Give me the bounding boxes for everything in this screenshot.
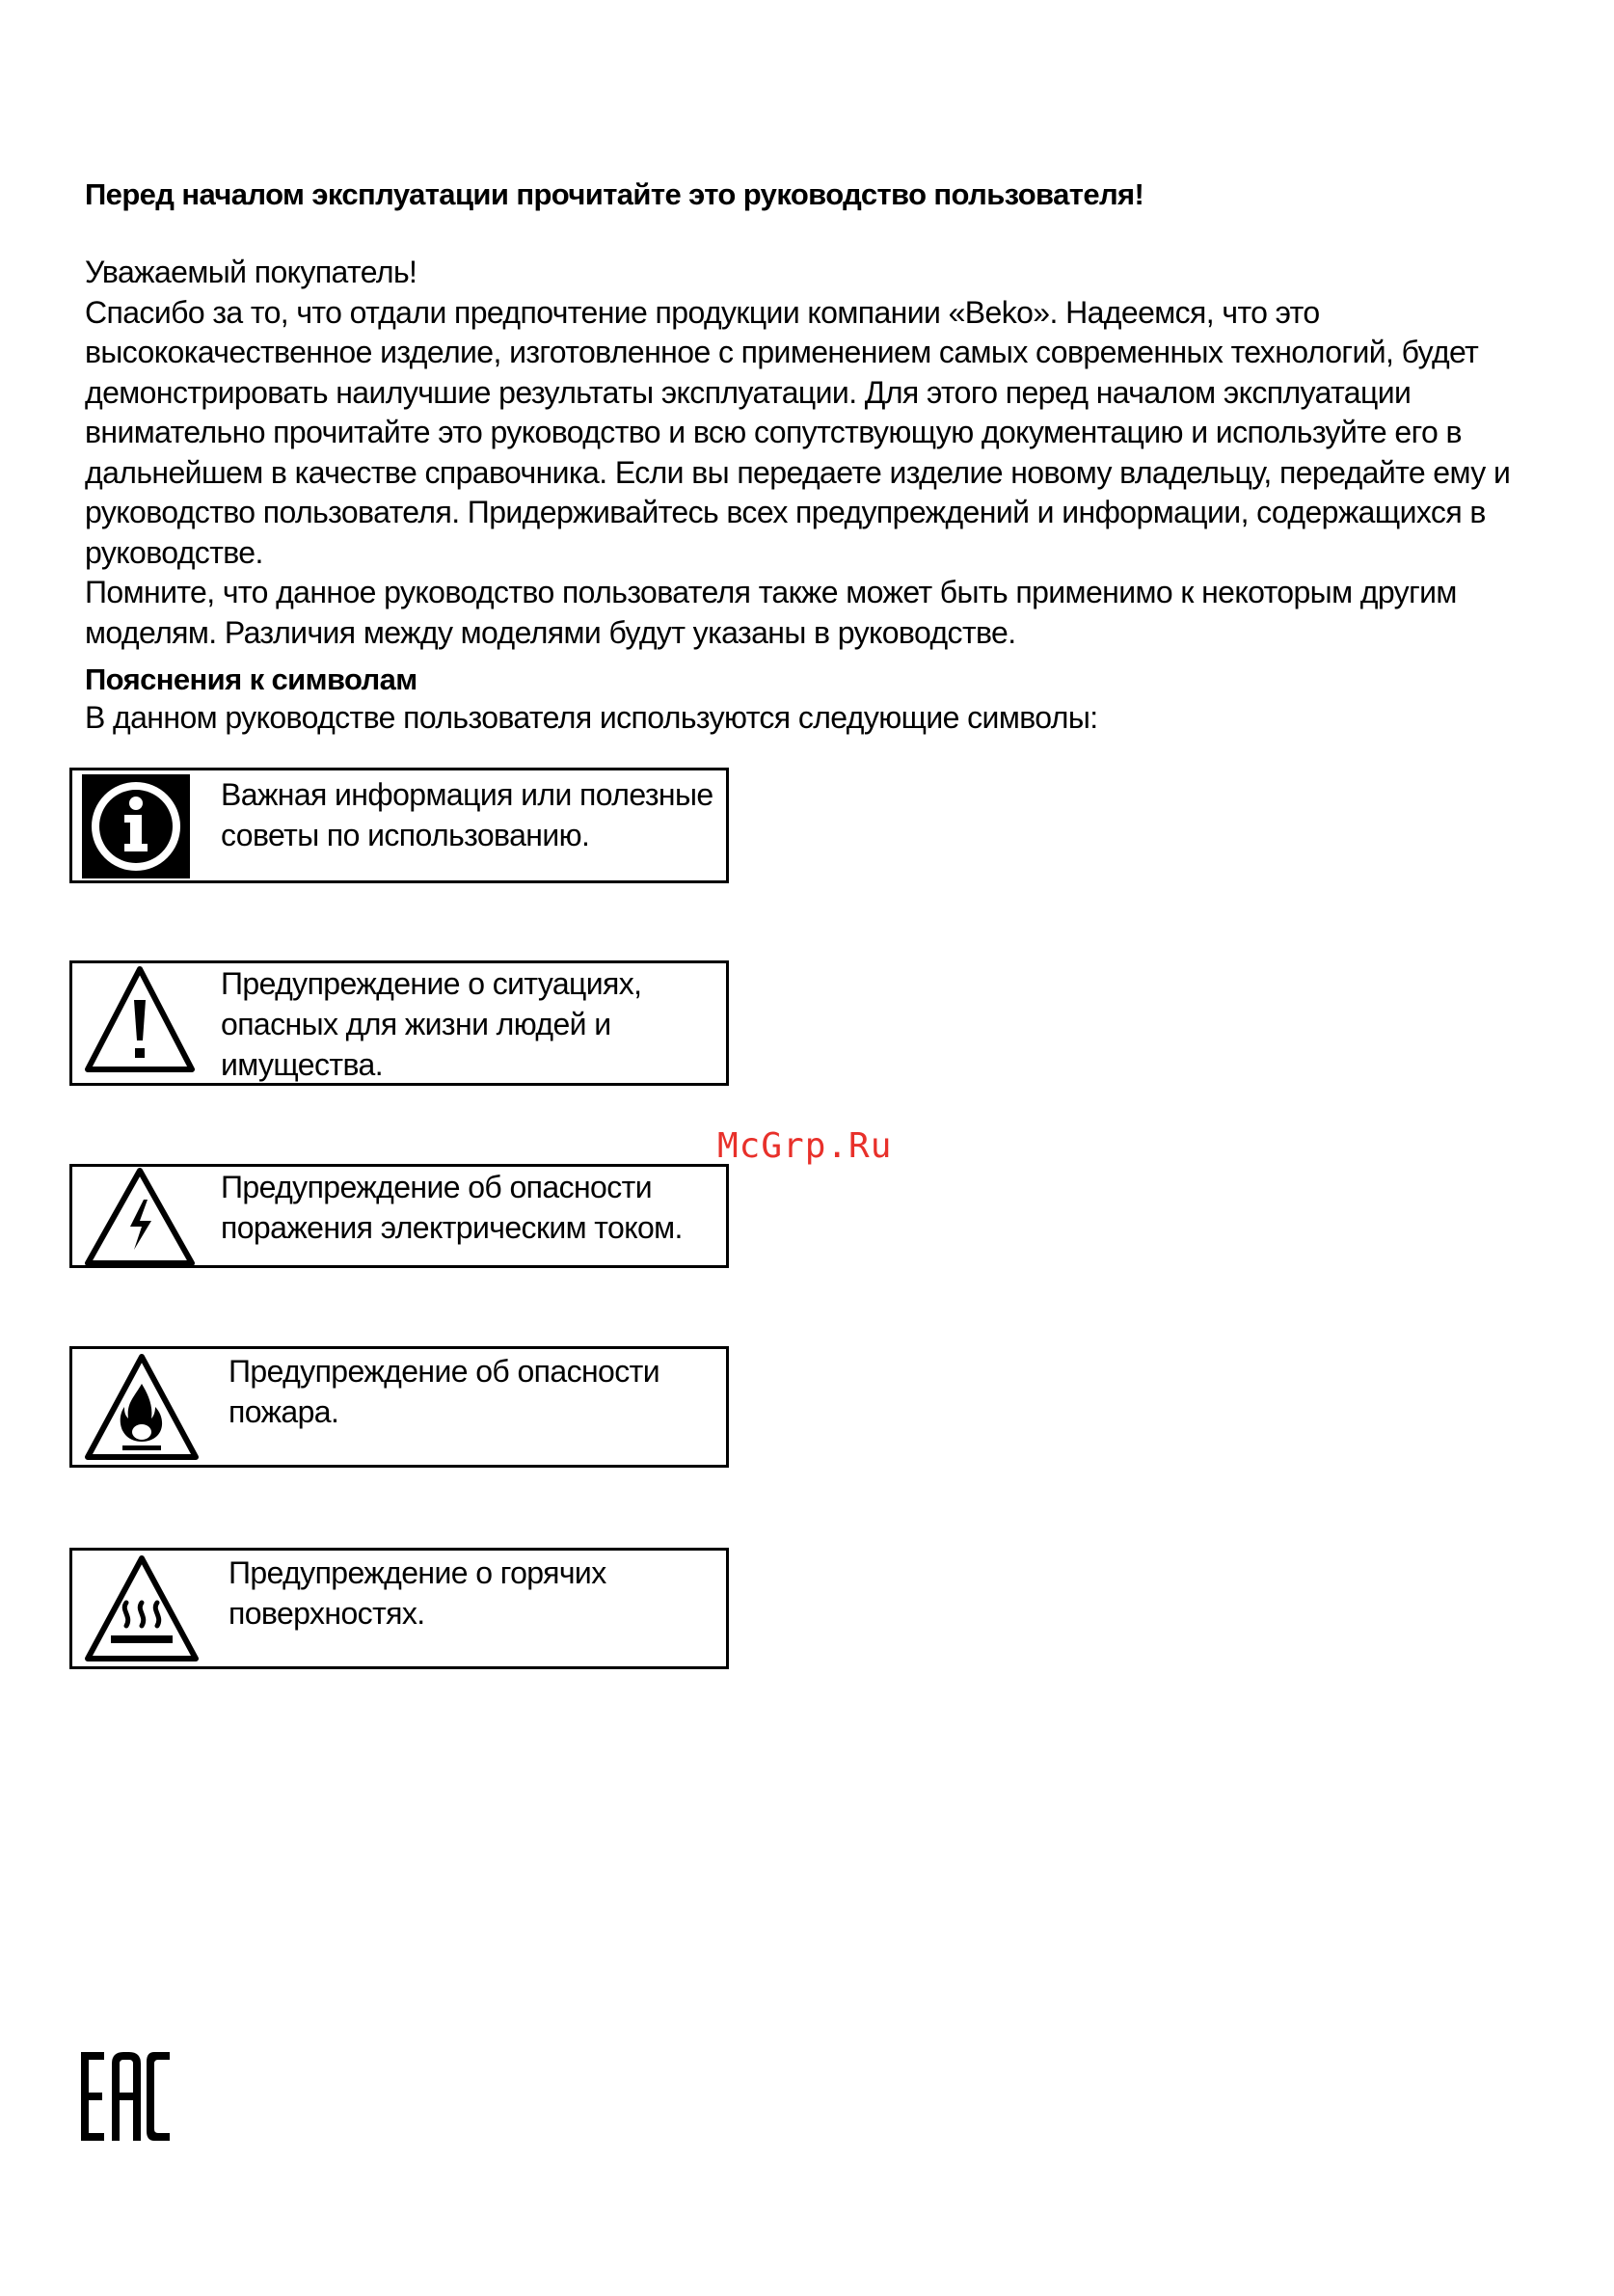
symbols-heading: Пояснения к символам: [85, 662, 417, 696]
symbol-text-warning: Предупреждение о ситуациях, опасных для жизни людей и имущества.: [221, 966, 642, 1082]
intro-text: [85, 253, 1589, 653]
symbol-text-hot-surface: Предупреждение о горячих поверхностях.: [229, 1555, 606, 1631]
symbol-text-fire: Предупреждение об опасности пожара.: [229, 1354, 659, 1429]
symbol-text-info: Важная информация или полезные советы по использованию.: [221, 777, 713, 852]
symbol-box-electric: [69, 1164, 729, 1268]
intro-paragraph-2: Помните, что данное руководство пользователя также может быть применимо к некоторым другим моделям. Различия между моделями будут указаны в руководстве.: [85, 575, 1457, 650]
watermark: McGrp.Ru: [717, 1126, 893, 1166]
symbol-box-hot-surface: [69, 1548, 729, 1669]
symbol-box-info: [69, 768, 729, 883]
fire-icon: [82, 1351, 202, 1470]
hot-surface-icon: [82, 1553, 202, 1671]
info-icon: [82, 774, 190, 883]
page-heading: Перед началом эксплуатации прочитайте это руководство пользователя!: [85, 177, 1144, 211]
electric-shock-icon: [82, 1167, 198, 1272]
symbols-lead: В данном руководстве пользователя используются следующие символы:: [85, 700, 1098, 735]
symbol-text-electric: Предупреждение об опасности поражения электрическим током.: [221, 1170, 683, 1245]
greeting: Уважаемый покупатель!: [85, 255, 417, 289]
intro-paragraph-1: Спасибо за то, что отдали предпочтение продукции компании «Beko». Надеемся, что это высококачественное изделие, изготовленное с применением самых современных технологий, будет демонстрировать наилучшие результаты эксплуатации. Для этого перед началом эксплуатации внимательно прочитайте это руководство и всю сопутствующую документацию и используйте его в дальнейшем в качестве справочника. Если вы передаете изделие новому владельцу, передайте ему и руководство пользователя. Придерживайтесь всех предупреждений и информации, содержащихся в руководстве.: [85, 294, 1511, 570]
warning-icon: [82, 963, 198, 1084]
eac-logo: [81, 2052, 170, 2146]
symbol-box-warning: [69, 960, 729, 1086]
symbol-box-fire: [69, 1346, 729, 1468]
